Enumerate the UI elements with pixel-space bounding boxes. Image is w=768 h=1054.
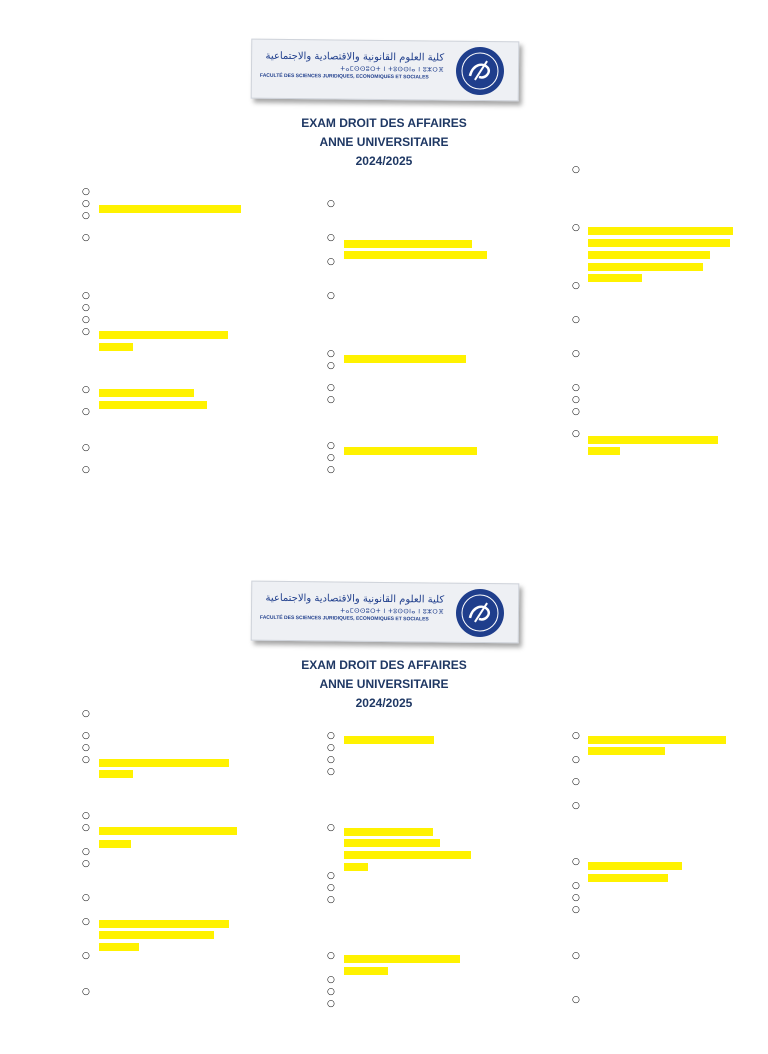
bullet-icon: ○ (82, 199, 90, 209)
exam-title (234, 656, 534, 713)
bullet-icon: ○ (327, 755, 335, 765)
faculty-logo-banner (251, 39, 520, 102)
bullet-icon: ○ (572, 165, 580, 175)
highlighted-answer (588, 436, 718, 444)
title-line-1: EXAM DROIT DES AFFAIRES (301, 116, 467, 130)
bullet-icon: ○ (327, 453, 335, 463)
bullet-icon: ○ (82, 385, 90, 395)
highlighted-answer (344, 955, 460, 963)
bullet-icon: ○ (327, 731, 335, 741)
faculty-tifinagh-name: ⵜⴰⵎⵙⵙⵓⵔⵜ ⵏ ⵜⵓⵙⵙⵏⴰ ⵏ ⵓⵣⵔⴼ (340, 607, 445, 616)
highlighted-answer (344, 447, 477, 455)
highlighted-answer (99, 943, 139, 951)
faculty-tifinagh-name: ⵜⴰⵎⵙⵙⵓⵔⵜ ⵏ ⵜⵓⵙⵙⵏⴰ ⵏ ⵓⵣⵔⴼ (340, 65, 445, 74)
highlighted-answer (344, 967, 388, 975)
bullet-icon: ○ (572, 731, 580, 741)
bullet-icon: ○ (572, 857, 580, 867)
highlighted-answer (344, 240, 472, 248)
highlighted-answer (99, 401, 207, 409)
bullet-icon: ○ (327, 987, 335, 997)
bullet-icon: ○ (572, 881, 580, 891)
bullet-icon: ○ (572, 315, 580, 325)
bullet-icon: ○ (82, 951, 90, 961)
highlighted-answer (344, 828, 433, 836)
faculty-french-name: FACULTÉ DES SCIENCES JURIDIQUES, ECONOMIQUES ET SOCIALES (259, 72, 429, 81)
title-line-1: EXAM DROIT DES AFFAIRES (301, 658, 467, 672)
highlighted-answer (344, 251, 487, 259)
bullet-icon: ○ (327, 823, 335, 833)
faculty-arabic-name: كلية العلوم القانونية والاقتصادية والاجتماعية (265, 50, 445, 64)
highlighted-answer (344, 851, 471, 859)
highlighted-answer (99, 827, 237, 835)
highlighted-answer (99, 205, 241, 213)
bullet-icon: ○ (82, 327, 90, 337)
highlighted-answer (344, 355, 466, 363)
bullet-icon: ○ (572, 801, 580, 811)
university-seal-icon (455, 46, 506, 97)
bullet-icon: ○ (82, 187, 90, 197)
highlighted-answer (344, 863, 368, 871)
bullet-icon: ○ (82, 917, 90, 927)
bullet-icon: ○ (82, 987, 90, 997)
bullet-icon: ○ (327, 441, 335, 451)
bullet-icon: ○ (82, 731, 90, 741)
bullet-icon: ○ (327, 767, 335, 777)
highlighted-answer (99, 343, 133, 351)
bullet-icon: ○ (82, 291, 90, 301)
highlighted-answer (588, 227, 733, 235)
bullet-icon: ○ (82, 315, 90, 325)
bullet-icon: ○ (82, 303, 90, 313)
bullet-icon: ○ (82, 859, 90, 869)
bullet-icon: ○ (572, 995, 580, 1005)
bullet-icon: ○ (82, 755, 90, 765)
highlighted-answer (588, 862, 682, 870)
exam-page-1 (0, 0, 768, 512)
title-line-3: 2024/2025 (355, 154, 413, 168)
faculty-french-name: FACULTÉ DES SCIENCES JURIDIQUES, ECONOMIQUES ET SOCIALES (259, 614, 429, 623)
bullet-icon: ○ (82, 893, 90, 903)
bullet-icon: ○ (327, 233, 335, 243)
bullet-icon: ○ (572, 905, 580, 915)
title-line-2: ANNE UNIVERSITAIRE (319, 135, 449, 149)
bullet-icon: ○ (82, 743, 90, 753)
bullet-icon: ○ (327, 257, 335, 267)
bullet-icon: ○ (82, 211, 90, 221)
bullet-icon: ○ (572, 349, 580, 359)
highlighted-answer (344, 736, 434, 744)
faculty-logo-banner (251, 581, 520, 644)
highlighted-answer (588, 447, 620, 455)
highlighted-answer (99, 331, 228, 339)
bullet-icon: ○ (327, 743, 335, 753)
bullet-icon: ○ (327, 871, 335, 881)
highlighted-answer (588, 736, 726, 744)
bullet-icon: ○ (572, 383, 580, 393)
highlighted-answer (99, 770, 133, 778)
bullet-icon: ○ (572, 893, 580, 903)
bullet-icon: ○ (82, 709, 90, 719)
bullet-icon: ○ (327, 951, 335, 961)
highlighted-answer (588, 874, 668, 882)
bullet-icon: ○ (572, 429, 580, 439)
bullet-icon: ○ (82, 811, 90, 821)
bullet-icon: ○ (327, 361, 335, 371)
title-line-3: 2024/2025 (355, 696, 413, 710)
faculty-arabic-name: كلية العلوم القانونية والاقتصادية والاجتماعية (265, 592, 445, 606)
bullet-icon: ○ (572, 755, 580, 765)
bullet-icon: ○ (327, 349, 335, 359)
bullet-icon: ○ (572, 281, 580, 291)
bullet-icon: ○ (572, 407, 580, 417)
bullet-icon: ○ (82, 847, 90, 857)
bullet-icon: ○ (327, 395, 335, 405)
bullet-icon: ○ (327, 291, 335, 301)
exam-page-2 (0, 542, 768, 1054)
highlighted-answer (344, 839, 440, 847)
bullet-icon: ○ (82, 407, 90, 417)
bullet-icon: ○ (327, 975, 335, 985)
bullet-icon: ○ (572, 951, 580, 961)
highlighted-answer (588, 263, 703, 271)
bullet-icon: ○ (327, 999, 335, 1009)
highlighted-answer (99, 840, 131, 848)
highlighted-answer (99, 920, 229, 928)
bullet-icon: ○ (572, 223, 580, 233)
bullet-icon: ○ (82, 233, 90, 243)
bullet-icon: ○ (327, 465, 335, 475)
bullet-icon: ○ (82, 823, 90, 833)
highlighted-answer (99, 759, 229, 767)
bullet-icon: ○ (572, 777, 580, 787)
highlighted-answer (588, 747, 665, 755)
bullet-icon: ○ (82, 465, 90, 475)
bullet-icon: ○ (572, 395, 580, 405)
highlighted-answer (99, 931, 214, 939)
highlighted-answer (588, 239, 730, 247)
bullet-icon: ○ (82, 443, 90, 453)
highlighted-answer (99, 389, 194, 397)
bullet-icon: ○ (327, 883, 335, 893)
exam-title (234, 114, 534, 171)
bullet-icon: ○ (327, 895, 335, 905)
highlighted-answer (588, 274, 642, 282)
bullet-icon: ○ (327, 383, 335, 393)
university-seal-icon (455, 588, 506, 639)
title-line-2: ANNE UNIVERSITAIRE (319, 677, 449, 691)
bullet-icon: ○ (327, 199, 335, 209)
highlighted-answer (588, 251, 710, 259)
